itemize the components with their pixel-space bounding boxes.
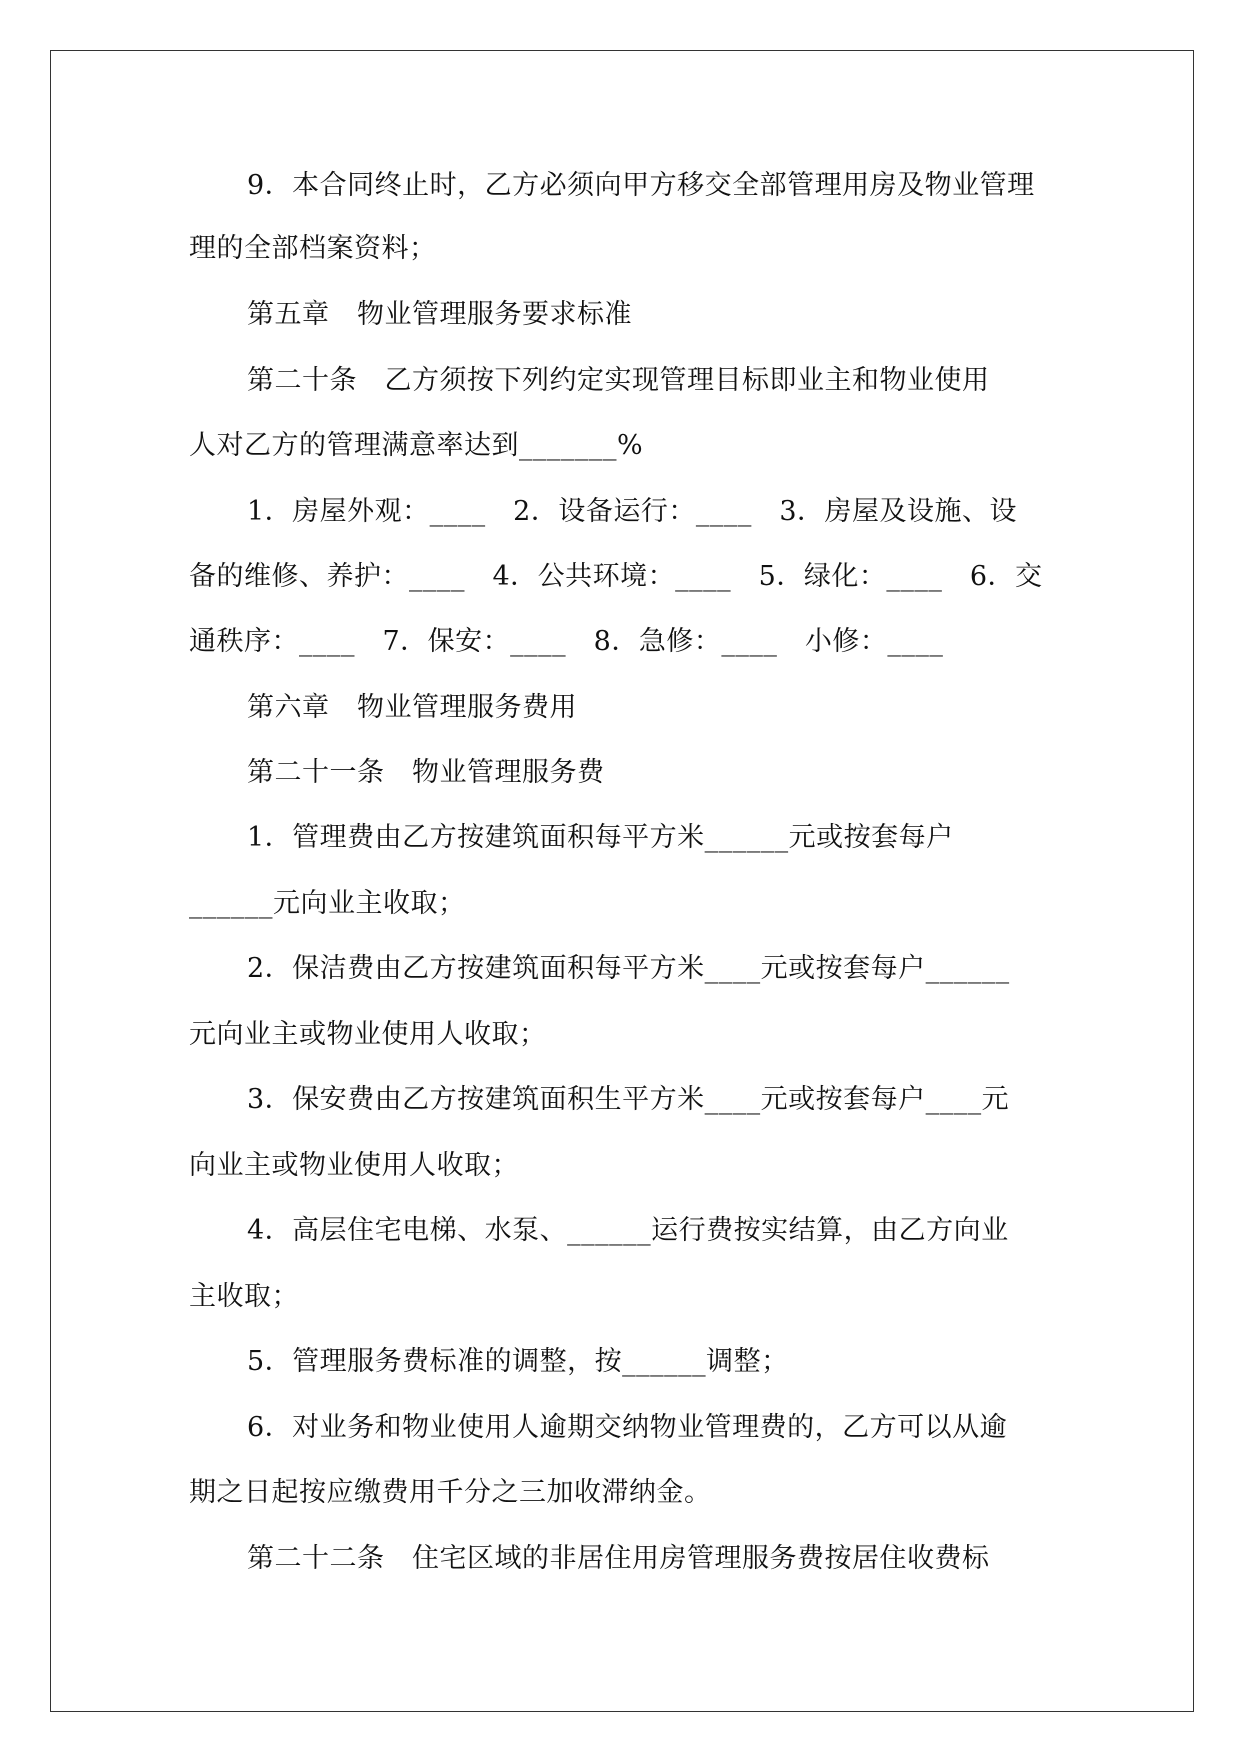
paragraph-line: 3．保安费由乙方按建筑面积生平方米____元或按套每户____元 <box>247 1084 1010 1115</box>
paragraph-line: 人对乙方的管理满意率达到_______% <box>189 430 644 461</box>
paragraph-line: 向业主或物业使用人收取； <box>189 1150 519 1181</box>
article-heading: 第二十二条 住宅区域的非居住用房管理服务费按居住收费标 <box>247 1543 990 1574</box>
paragraph-line: 主收取； <box>189 1281 299 1312</box>
paragraph-line: 元向业主或物业使用人收取； <box>189 1019 547 1050</box>
paragraph-line: 1．房屋外观：____ 2．设备运行：____ 3．房屋及设施、设 <box>247 496 1018 527</box>
article-heading: 第二十一条 物业管理服务费 <box>247 757 605 788</box>
paragraph-line: ______元向业主收取； <box>189 888 466 919</box>
chapter-heading: 第五章 物业管理服务要求标准 <box>247 299 632 330</box>
paragraph-line: 期之日起按应缴费用千分之三加收滞纳金。 <box>189 1477 712 1508</box>
chapter-heading: 第六章 物业管理服务费用 <box>247 692 577 723</box>
article-heading: 第二十条 乙方须按下列约定实现管理目标即业主和物业使用 <box>247 365 990 396</box>
paragraph-line: 通秩序：____ 7．保安：____ 8．急修：____ 小修：____ <box>189 626 944 657</box>
paragraph-line: 5．管理服务费标准的调整，按______调整； <box>247 1346 789 1377</box>
paragraph-line: 理的全部档案资料； <box>189 233 437 264</box>
paragraph-line: 2．保洁费由乙方按建筑面积每平方米____元或按套每户______ <box>247 953 1010 984</box>
paragraph-line: 备的维修、养护：____ 4．公共环境：____ 5．绿化：____ 6．交 <box>189 561 1043 592</box>
paragraph-line: 4．高层住宅电梯、水泵、______运行费按实结算，由乙方向业 <box>247 1215 1009 1246</box>
paragraph-line: 9．本合同终止时，乙方必须向甲方移交全部管理用房及物业管理 <box>247 170 1035 201</box>
paragraph-line: 6．对业务和物业使用人逾期交纳物业管理费的，乙方可以从逾 <box>247 1412 1008 1443</box>
paragraph-line: 1．管理费由乙方按建筑面积每平方米______元或按套每户 <box>247 822 954 853</box>
